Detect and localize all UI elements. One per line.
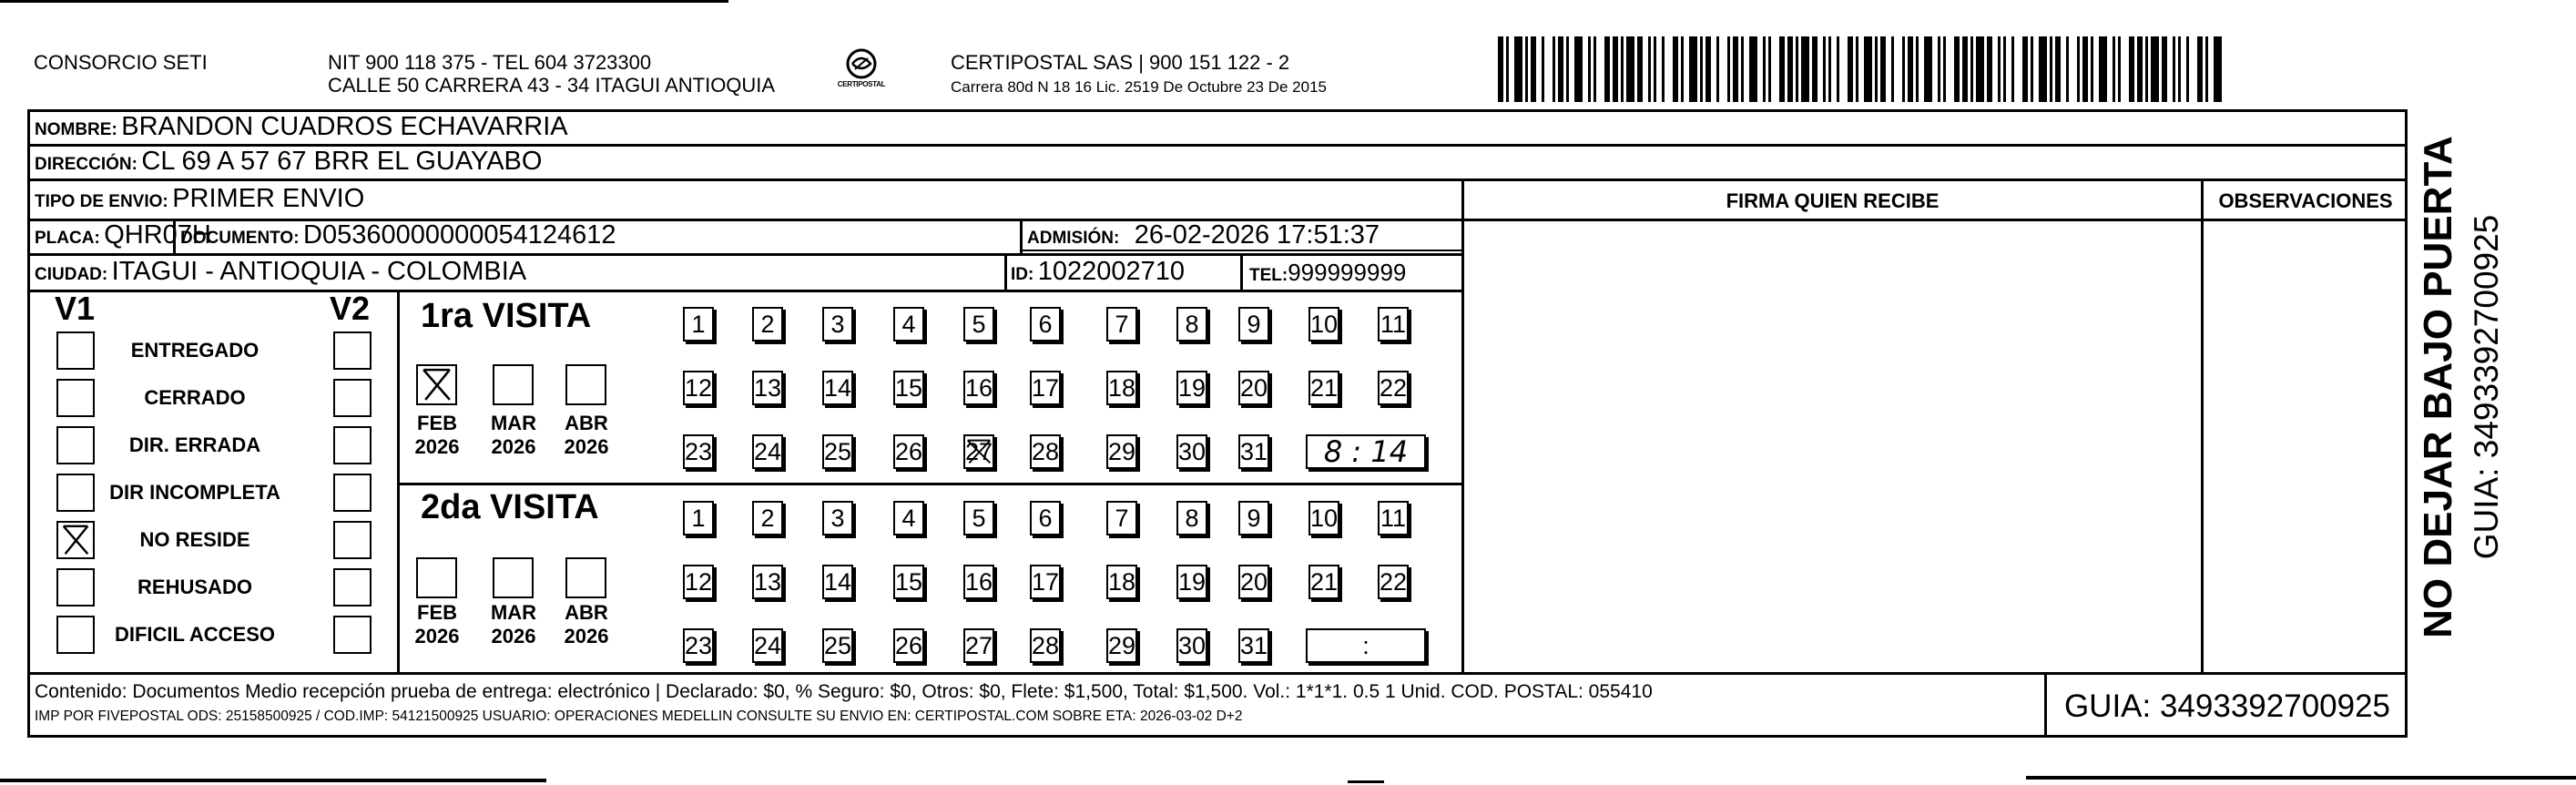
month-year: 2026 bbox=[414, 625, 460, 647]
admision-label: ADMISIÓN: bbox=[1027, 229, 1120, 248]
status-option-label: NO RESIDE bbox=[139, 528, 250, 551]
day-checkbox[interactable]: 13 bbox=[752, 371, 783, 405]
side-text bbox=[2411, 118, 2520, 656]
documento-field bbox=[180, 220, 616, 250]
day-checkbox[interactable]: 13 bbox=[752, 565, 783, 599]
barcode-bar bbox=[1626, 36, 1634, 102]
day-checkbox[interactable]: 6 bbox=[1030, 501, 1061, 535]
first-visit-label: 1ra VISITA bbox=[421, 297, 592, 335]
col-divider bbox=[1020, 219, 1023, 253]
barcode-bar bbox=[1514, 36, 1522, 102]
footer-guia: GUIA: 3493392700925 bbox=[2063, 688, 2391, 724]
scan-edge bbox=[2026, 776, 2576, 780]
v2-label: V2 bbox=[330, 290, 371, 327]
col-divider bbox=[1461, 178, 1464, 674]
day-checkbox[interactable]: 11 bbox=[1378, 501, 1409, 535]
id-value: 1022002710 bbox=[1037, 257, 1186, 286]
visit-divider bbox=[397, 483, 1464, 485]
v1-label: V1 bbox=[55, 290, 96, 327]
month-name: ABR bbox=[565, 412, 608, 434]
direccion-row bbox=[35, 147, 542, 177]
barcode-bar bbox=[1924, 36, 1932, 102]
day-checkbox[interactable]: 26 bbox=[893, 628, 924, 663]
month-label bbox=[405, 412, 469, 459]
day-checkbox[interactable]: 19 bbox=[1176, 371, 1207, 405]
tel-label: TEL: bbox=[1249, 266, 1288, 285]
ciudad-label: CIUDAD: bbox=[35, 265, 108, 284]
row-divider bbox=[27, 253, 1464, 256]
barcode-bar bbox=[1596, 36, 1604, 102]
barcode-bar bbox=[1946, 36, 1954, 102]
footer-divider bbox=[27, 672, 2408, 675]
barcode-bar bbox=[1544, 36, 1553, 102]
barcode-bar bbox=[1749, 36, 1757, 102]
day-checkbox[interactable]: 14 bbox=[822, 565, 853, 599]
barcode-bar bbox=[1894, 36, 1902, 102]
license-line: Carrera 80d N 18 16 Lic. 2519 De Octubre 23 De 2015 bbox=[951, 78, 1327, 96]
nit-line: NIT 900 118 375 - TEL 604 3723300 bbox=[328, 51, 652, 74]
month-year: 2026 bbox=[491, 625, 536, 647]
nombre-label: NOMBRE: bbox=[35, 120, 117, 139]
day-checkbox[interactable]: 5 bbox=[963, 501, 994, 535]
v2-checkbox[interactable] bbox=[333, 521, 372, 559]
barcode-bar bbox=[1864, 36, 1872, 102]
v2-checkbox[interactable] bbox=[333, 331, 372, 370]
month-label bbox=[555, 601, 618, 648]
col-divider bbox=[397, 290, 400, 674]
day-checkbox[interactable]: 16 bbox=[963, 565, 994, 599]
status-option-label: CERRADO bbox=[144, 386, 246, 409]
day-checkbox[interactable]: 19 bbox=[1176, 565, 1207, 599]
month-label bbox=[482, 601, 545, 648]
documento-value: D05360000000054124612 bbox=[303, 220, 616, 250]
month-label bbox=[482, 412, 545, 459]
day-checkbox[interactable]: 28 bbox=[1030, 628, 1061, 663]
ciudad-value: ITAGUI - ANTIOQUIA - COLOMBIA bbox=[111, 257, 527, 286]
barcode-bar bbox=[1839, 36, 1848, 102]
id-field bbox=[1011, 257, 1185, 287]
barcode-bar bbox=[1665, 36, 1673, 102]
day-checkbox[interactable]: 22 bbox=[1378, 371, 1409, 405]
placa-value: QHR07H bbox=[104, 220, 211, 250]
month-checkbox[interactable] bbox=[565, 364, 606, 405]
barcode-bar bbox=[1574, 36, 1583, 102]
barcode-bar bbox=[1771, 36, 1779, 102]
barcode-bar bbox=[1689, 36, 1697, 102]
col-divider bbox=[1240, 253, 1243, 290]
month-label bbox=[405, 601, 469, 648]
scan-edge bbox=[0, 0, 728, 3]
direccion-value: CL 69 A 57 67 BRR EL GUAYABO bbox=[141, 147, 543, 176]
status-option-label: REHUSADO bbox=[137, 576, 252, 598]
barcode-bar bbox=[1801, 36, 1809, 102]
placa-label: PLACA: bbox=[35, 229, 100, 248]
scan-edge bbox=[0, 779, 546, 782]
tipo-row bbox=[35, 184, 364, 214]
month-checkbox[interactable] bbox=[416, 364, 457, 405]
day-checkbox[interactable]: 14 bbox=[822, 371, 853, 405]
month-year: 2026 bbox=[414, 435, 460, 458]
v2-checkbox[interactable] bbox=[333, 474, 372, 512]
day-checkbox[interactable]: 30 bbox=[1176, 434, 1207, 469]
v2-checkbox[interactable] bbox=[333, 379, 372, 417]
day-checkbox[interactable]: 9 bbox=[1238, 501, 1269, 535]
v2-checkbox[interactable] bbox=[333, 568, 372, 607]
tipo-value: PRIMER ENVIO bbox=[172, 184, 365, 213]
day-checkbox[interactable]: 16 bbox=[963, 371, 994, 405]
day-checkbox[interactable]: 3 bbox=[822, 307, 853, 342]
second-visit-label: 2da VISITA bbox=[421, 488, 599, 526]
col-divider bbox=[2201, 178, 2204, 674]
day-checkbox[interactable]: 4 bbox=[893, 501, 924, 535]
day-checkbox[interactable] bbox=[963, 434, 994, 469]
day-checkbox[interactable]: 10 bbox=[1308, 307, 1339, 342]
tipo-label: TIPO DE ENVIO: bbox=[35, 192, 168, 211]
nombre-value: BRANDON CUADROS ECHAVARRIA bbox=[121, 112, 568, 141]
day-checkbox[interactable]: 7 bbox=[1106, 501, 1137, 535]
day-checkbox[interactable]: 3 bbox=[822, 501, 853, 535]
month-year: 2026 bbox=[564, 435, 609, 458]
month-checkbox[interactable] bbox=[493, 364, 534, 405]
address-line: CALLE 50 CARRERA 43 - 34 ITAGUI ANTIOQUIA bbox=[328, 74, 776, 97]
v2-checkbox[interactable] bbox=[333, 616, 372, 654]
courier-line: CERTIPOSTAL SAS | 900 151 122 - 2 bbox=[951, 51, 1290, 74]
month-year: 2026 bbox=[564, 625, 609, 647]
day-checkbox[interactable]: 12 bbox=[683, 371, 714, 405]
day-checkbox[interactable]: 4 bbox=[893, 307, 924, 342]
day-checkbox[interactable]: 8 bbox=[1176, 307, 1207, 342]
barcode bbox=[1498, 36, 2222, 102]
day-checkbox[interactable]: 18 bbox=[1106, 371, 1137, 405]
day-checkbox[interactable]: 31 bbox=[1238, 628, 1269, 663]
day-number: 27 bbox=[965, 438, 993, 465]
admision-field bbox=[1027, 220, 1380, 250]
day-checkbox[interactable]: 8 bbox=[1176, 501, 1207, 535]
day-checkbox[interactable]: 20 bbox=[1238, 565, 1269, 599]
day-checkbox[interactable]: 1 bbox=[683, 307, 714, 342]
nombre-row bbox=[35, 112, 568, 142]
observaciones-label: OBSERVACIONES bbox=[2218, 189, 2393, 212]
scan-edge bbox=[1348, 780, 1384, 783]
barcode-bar bbox=[2099, 36, 2107, 102]
barcode-bar bbox=[2189, 36, 2197, 102]
status-option-label: DIR INCOMPLETA bbox=[109, 481, 280, 504]
status-option-label: DIR. ERRADA bbox=[128, 433, 261, 456]
status-option-label: DIFICIL ACCESO bbox=[114, 623, 275, 646]
direccion-label: DIRECCIÓN: bbox=[35, 155, 137, 174]
month-name: ABR bbox=[565, 601, 608, 624]
time-field[interactable]: 8 : 14 bbox=[1306, 434, 1426, 469]
day-checkbox[interactable]: 28 bbox=[1030, 434, 1061, 469]
day-checkbox[interactable]: 25 bbox=[822, 628, 853, 663]
month-checkbox[interactable] bbox=[493, 557, 534, 598]
tel-field bbox=[1249, 259, 1406, 287]
status-option-label: ENTREGADO bbox=[130, 339, 260, 362]
day-checkbox[interactable]: 10 bbox=[1308, 501, 1339, 535]
barcode-bar bbox=[2121, 36, 2129, 102]
day-checkbox[interactable]: 1 bbox=[683, 501, 714, 535]
time-field[interactable]: : bbox=[1306, 628, 1426, 663]
day-checkbox[interactable]: 22 bbox=[1378, 565, 1409, 599]
month-name: MAR bbox=[490, 601, 537, 624]
day-checkbox[interactable]: 29 bbox=[1106, 434, 1137, 469]
imp-line: IMP POR FIVEPOSTAL ODS: 25158500925 / COD.IMP: 54121500925 USUARIO: OPERACIONES MEDELLIN CONSULTE SU ENVIO EN: CERTIPOSTAL.COM SOBRE ETA: 2026-03-02 D+2 bbox=[35, 709, 1243, 724]
day-checkbox[interactable]: 27 bbox=[963, 628, 994, 663]
contenido-line: Contenido: Documentos Medio recepción prueba de entrega: electrónico | Declarado: $0, % Seguro: $0, Otros: $0, Flete: $1,500, Total: $1,500. Vol.: 1*1*1. 0.5 1 Unid. COD. POSTAL: 055410 bbox=[35, 681, 1653, 702]
documento-label: DOCUMENTO: bbox=[180, 229, 300, 248]
side-guia: GUIA: 3493392700925 bbox=[2468, 214, 2505, 560]
day-checkbox[interactable]: 15 bbox=[893, 371, 924, 405]
month-name: FEB bbox=[417, 601, 457, 624]
day-checkbox[interactable]: 2 bbox=[752, 501, 783, 535]
month-checkbox[interactable] bbox=[416, 557, 457, 598]
day-checkbox[interactable]: 2 bbox=[752, 307, 783, 342]
row-divider bbox=[27, 290, 1464, 292]
day-checkbox[interactable]: 12 bbox=[683, 565, 714, 599]
tel-value: 999999999 bbox=[1288, 259, 1407, 286]
day-checkbox[interactable]: 31 bbox=[1238, 434, 1269, 469]
month-label bbox=[555, 412, 618, 459]
barcode-bar bbox=[2151, 36, 2159, 102]
day-checkbox[interactable]: 23 bbox=[683, 628, 714, 663]
barcode-bar bbox=[1719, 36, 1727, 102]
col-divider bbox=[1004, 253, 1007, 290]
day-checkbox[interactable]: 17 bbox=[1030, 565, 1061, 599]
firma-label: FIRMA QUIEN RECIBE bbox=[1726, 189, 1940, 212]
day-checkbox[interactable]: 30 bbox=[1176, 628, 1207, 663]
day-checkbox[interactable]: 15 bbox=[893, 565, 924, 599]
day-checkbox[interactable]: 26 bbox=[893, 434, 924, 469]
day-checkbox[interactable]: 25 bbox=[822, 434, 853, 469]
company-name: CONSORCIO SETI bbox=[34, 51, 208, 74]
barcode-bar bbox=[1976, 36, 1984, 102]
certipostal-logo: CERTIPOSTAL bbox=[833, 46, 890, 100]
month-name: FEB bbox=[417, 412, 457, 434]
day-checkbox[interactable]: 23 bbox=[683, 434, 714, 469]
day-checkbox[interactable]: 18 bbox=[1106, 565, 1137, 599]
month-name: MAR bbox=[490, 412, 537, 434]
day-checkbox[interactable]: 7 bbox=[1106, 307, 1137, 342]
day-checkbox[interactable]: 20 bbox=[1238, 371, 1269, 405]
month-checkbox[interactable] bbox=[565, 557, 606, 598]
barcode-bar bbox=[2014, 36, 2022, 102]
no-dejar-warning: NO DEJAR BAJO PUERTA bbox=[2416, 136, 2460, 638]
day-checkbox[interactable]: 11 bbox=[1378, 307, 1409, 342]
day-checkbox[interactable]: 6 bbox=[1030, 307, 1061, 342]
day-checkbox[interactable]: 5 bbox=[963, 307, 994, 342]
admision-value: 26-02-2026 17:51:37 bbox=[1134, 220, 1380, 250]
day-checkbox[interactable]: 24 bbox=[752, 628, 783, 663]
day-checkbox[interactable]: 9 bbox=[1238, 307, 1269, 342]
row-divider bbox=[27, 178, 2408, 181]
ciudad-field bbox=[35, 257, 526, 287]
v2-checkbox[interactable] bbox=[333, 426, 372, 464]
barcode-bar bbox=[2069, 36, 2077, 102]
day-checkbox[interactable]: 21 bbox=[1308, 371, 1339, 405]
day-checkbox[interactable]: 17 bbox=[1030, 371, 1061, 405]
day-checkbox[interactable]: 24 bbox=[752, 434, 783, 469]
barcode-bar bbox=[2214, 36, 2222, 102]
id-label: ID: bbox=[1011, 265, 1034, 284]
day-checkbox[interactable]: 21 bbox=[1308, 565, 1339, 599]
day-checkbox[interactable]: 29 bbox=[1106, 628, 1137, 663]
barcode-bar bbox=[2039, 36, 2047, 102]
month-year: 2026 bbox=[491, 435, 536, 458]
